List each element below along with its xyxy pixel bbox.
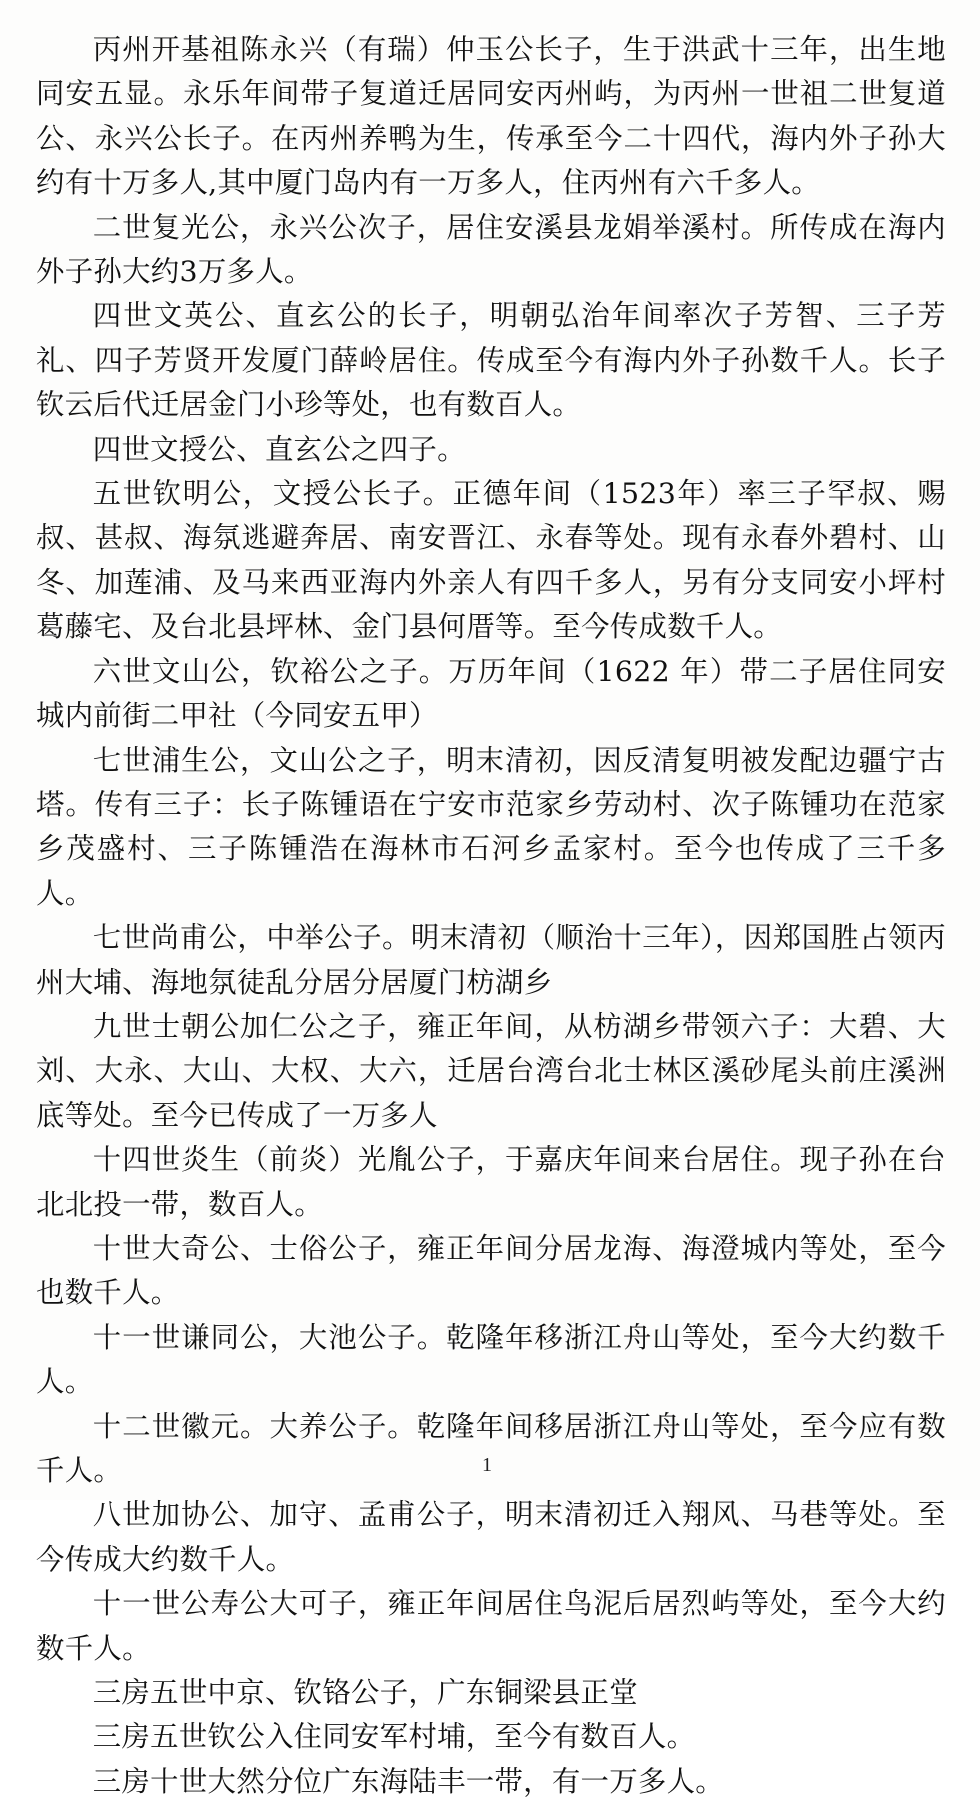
paragraph: 六世文山公，钦裕公之子。万历年间（1622 年）带二子居住同安城内前街二甲社（今同安五甲） <box>36 654 946 733</box>
paragraph: 三房五世中京、钦铬公子，广东铜梁县正堂 <box>92 1676 638 1710</box>
paragraph: 丙州开基祖陈永兴（有瑞）仲玉公长子，生于洪武十三年，出生地同安五显。永乐年间带子复道迁居同安丙州屿，为丙州一世祖二世复道公、永兴公长子。在丙州养鸭为生，传承至今二十四代，海内外子孙大约有十万多人,其中厦门岛内有一万多人，住丙州有六千多人。 <box>36 33 946 200</box>
paragraph: 四世文英公、直玄公的长子，明朝弘治年间率次子芳智、三子芳礼、四子芳贤开发厦门薛岭居住。传成至今有海内外子孙数千人。长子钦云后代迁居金门小珍等处，也有数百人。 <box>36 299 946 422</box>
paragraph: 三房十世大然分位广东海陆丰一带，有一万多人。 <box>92 1764 724 1798</box>
paragraph: 九世士朝公加仁公之子，雍正年间，从枋湖乡带领六子：大碧、大刘、大永、大山、大权、大六，迁居台湾台北士林区溪砂尾头前庄溪洲底等处。至今已传成了一万多人 <box>36 1009 946 1132</box>
paragraph: 十四世炎生（前炎）光胤公子，于嘉庆年间来台居住。现子孙在台北北投一带，数百人。 <box>36 1143 946 1221</box>
paragraph: 十世大奇公、士俗公子，雍正年间分居龙海、海澄城内等处，至今也数千人。 <box>36 1231 946 1310</box>
paragraph: 三房五世钦公入住同安军村埔，至今有数百人。 <box>92 1720 696 1754</box>
paragraph: 七世浦生公，文山公之子，明末清初，因反清复明被发配边疆宁古塔。传有三子：长子陈锺语在宁安市范家乡劳动村、次子陈锺功在范家乡茂盛村、三子陈锺浩在海林市石河乡孟家村。至今也传成了三千多人。 <box>36 743 946 910</box>
paragraph: 二世复光公，永兴公次子，居住安溪县龙娟举溪村。所传成在海内外子孙大约3万多人。 <box>36 210 946 289</box>
paragraph: 十二世徽元。大养公子。乾隆年间移居浙江舟山等处，至今应有数千人。 <box>36 1409 946 1487</box>
paragraph: 五世钦明公，文授公长子。正德年间（1523年）率三子罕叔、赐叔、甚叔、海氛逃避奔居、南安晋江、永春等处。现有永春外碧村、山冬、加莲浦、及马来西亚海内外亲人有四千多人，另有分支同安小坪村葛藤宅、及台北县坪林、金门县何厝等。至今传成数千人。 <box>36 477 946 644</box>
paragraph: 七世尚甫公，中举公子。明末清初（顺治十三年），因郑国胜占领丙州大埔、海地氛徒乱分居分居厦门枋湖乡 <box>36 921 946 999</box>
body-text <box>36 28 946 1804</box>
paragraph: 八世加协公、加守、孟甫公子，明末清初迁入翔风、马巷等处。至今传成大约数千人。 <box>36 1498 946 1576</box>
paragraph: 四世文授公、直玄公之四子。 <box>92 432 466 466</box>
paragraph: 十一世谦同公，大池公子。乾隆年移浙江舟山等处，至今大约数千人。 <box>36 1320 946 1399</box>
paragraph: 十一世公寿公大可子，雍正年间居住鸟泥后居烈屿等处，至今大约数千人。 <box>36 1587 946 1665</box>
page-number: 1 <box>482 1454 492 1476</box>
